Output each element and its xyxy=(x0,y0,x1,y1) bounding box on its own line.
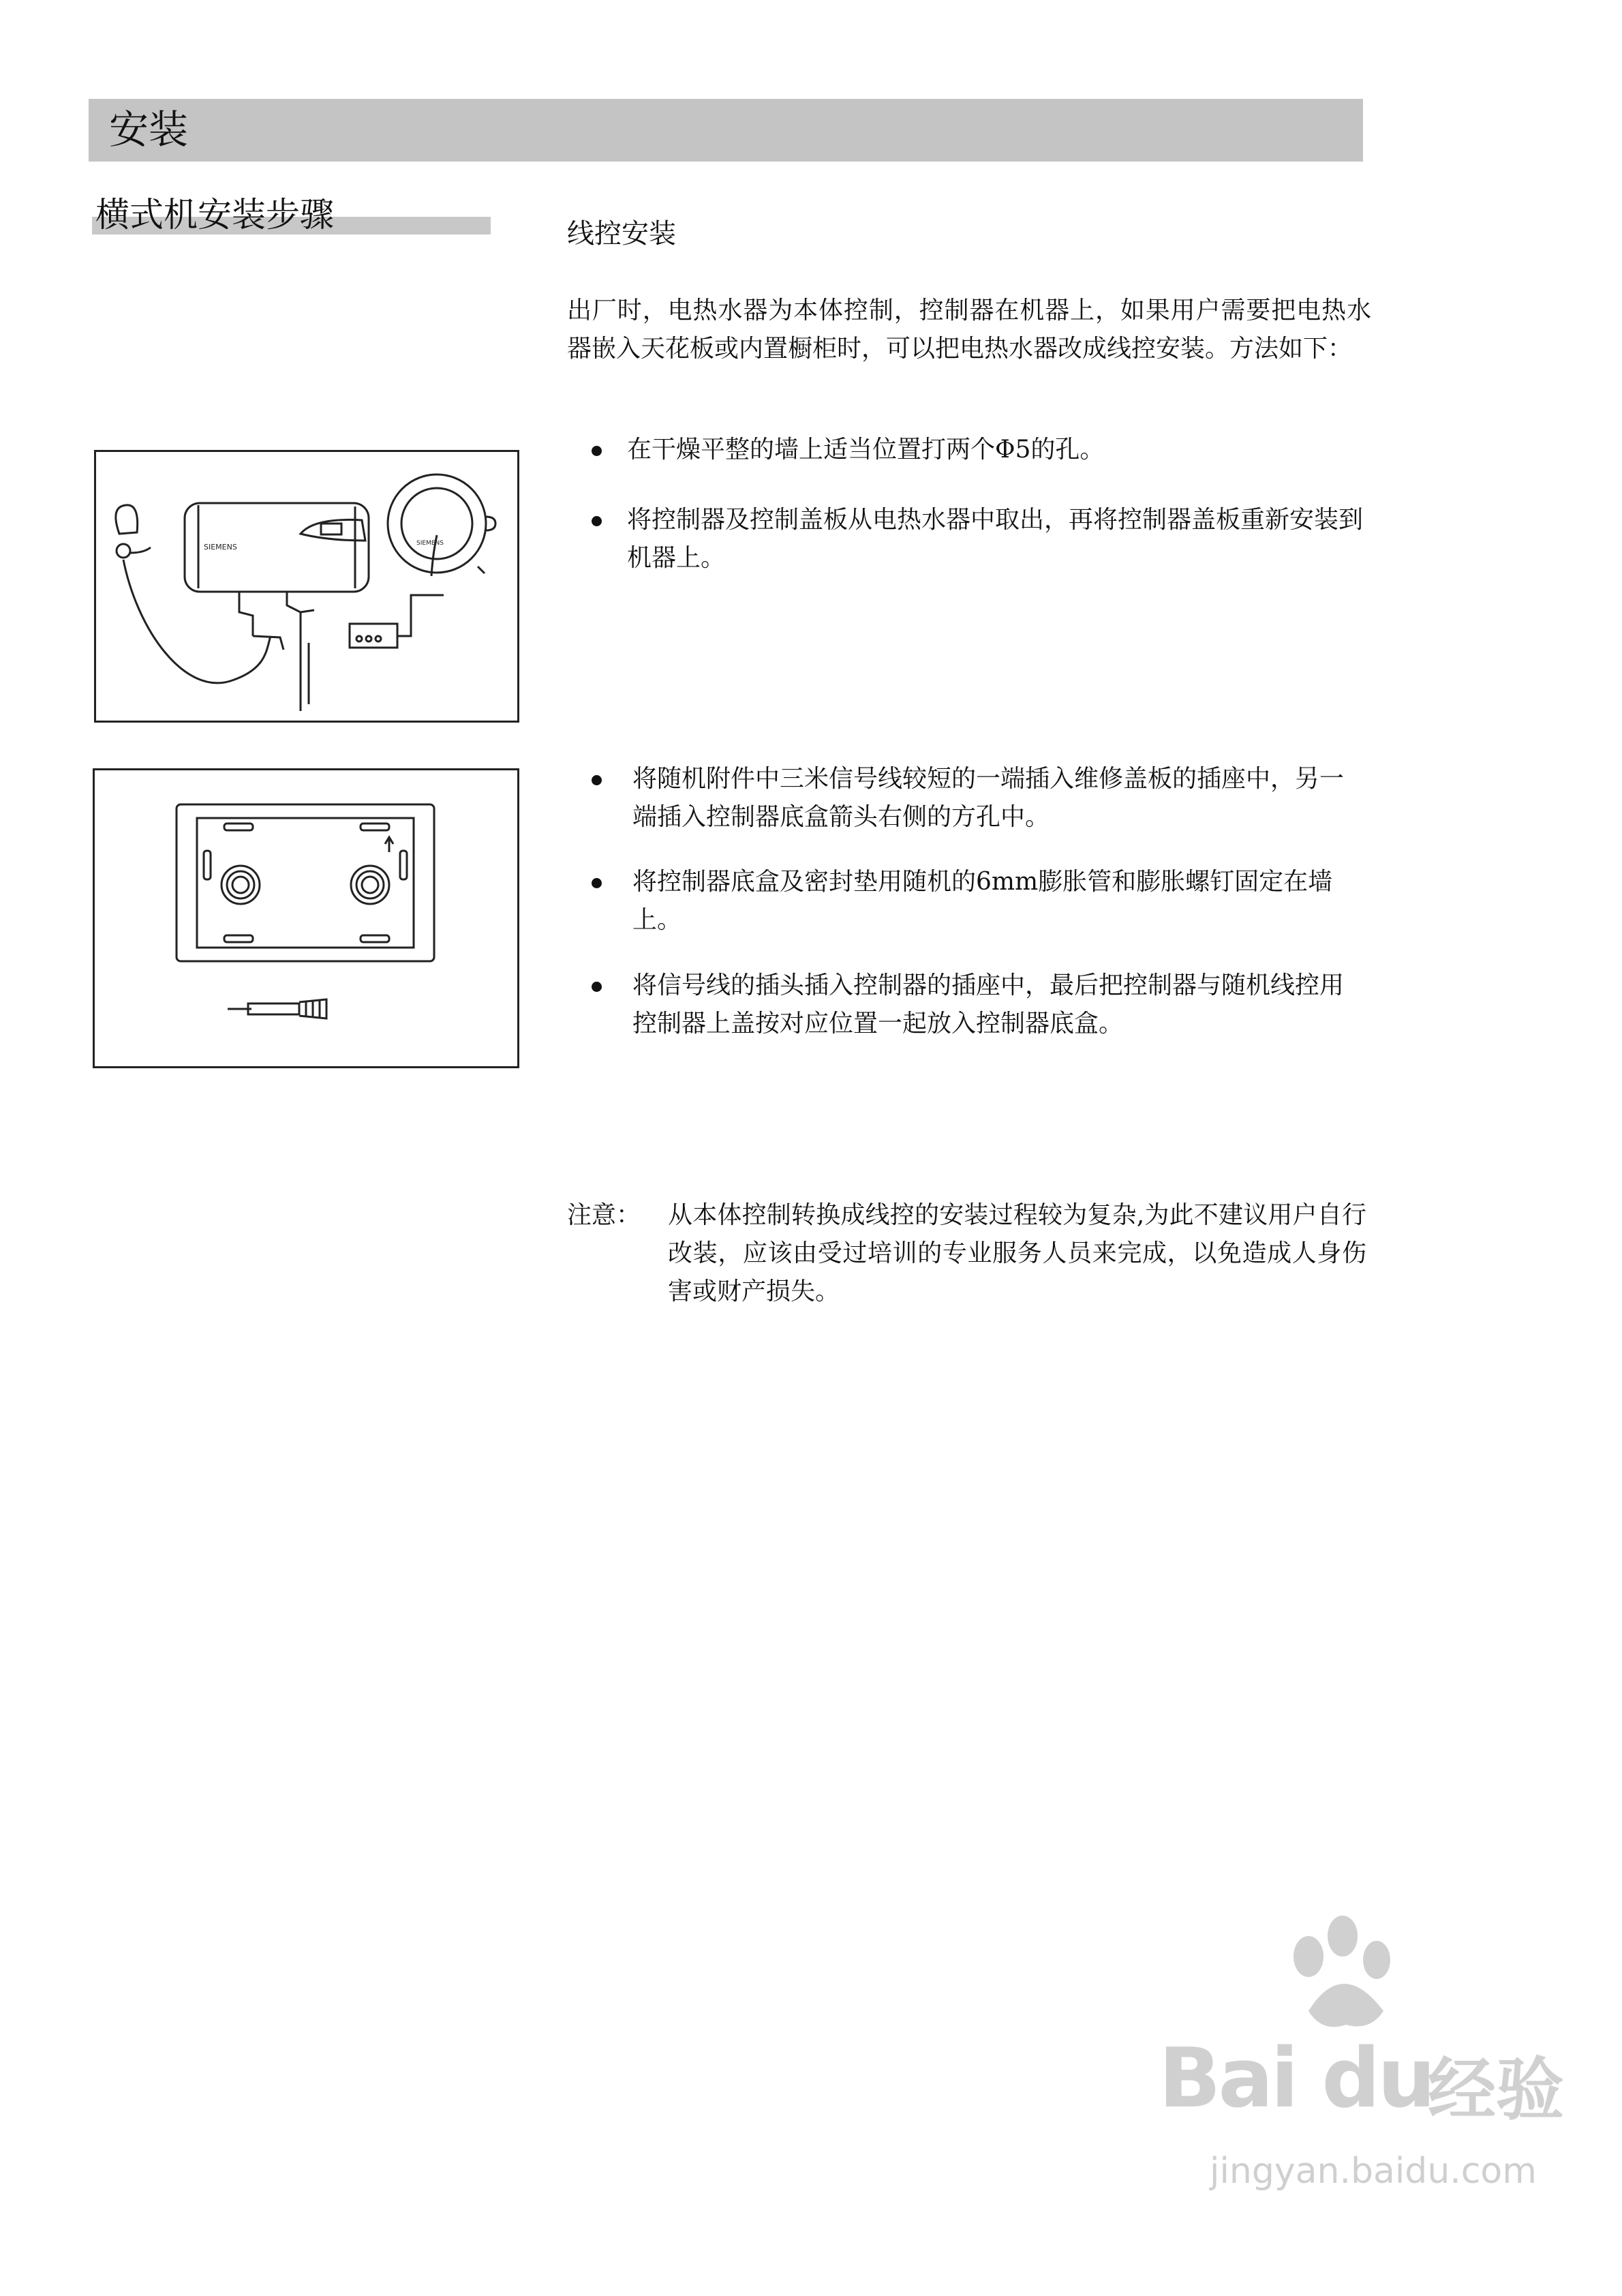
note-label: 注意： xyxy=(567,1201,641,1229)
shower-head-icon xyxy=(116,505,138,534)
watermark xyxy=(1159,1909,1567,2209)
list-item-text: 在干燥平整的墙上适当位置打两个Φ5的孔。 xyxy=(627,436,1105,464)
subsection-title: 横式机安装步骤 xyxy=(95,195,334,235)
list-item-text: 将控制器及控制盖板从电热水器中取出，再将控制器盖板重新安装到机器上。 xyxy=(627,506,1364,572)
bullet-icon xyxy=(592,878,602,888)
list-item-text: 将随机附件中三米信号线较短的一端插入维修盖板的插座中，另一端插入控制器底盒箭头右侧的方孔中。 xyxy=(632,765,1345,831)
arrow-up-icon xyxy=(385,837,393,852)
expansion-tube xyxy=(248,1003,299,1014)
base-plate-inner xyxy=(197,818,414,948)
paw-icon xyxy=(1268,1909,1404,2038)
water-heater-illustration xyxy=(94,450,519,723)
controller-base-drawing xyxy=(95,770,517,1066)
watermark-url: jingyan.baidu.com xyxy=(1210,2151,1537,2192)
watermark-logo-suffix: 经验 xyxy=(1428,2050,1564,2130)
remote-box xyxy=(350,624,397,648)
bullet-icon xyxy=(592,775,602,785)
brand-label-tank: SIEMENS xyxy=(204,543,237,552)
list-item-text: 将控制器底盒及密封垫用随机的6mm膨胀管和膨胀螺钉固定在墙上。 xyxy=(632,868,1333,934)
intro-paragraph: 出厂时，电热水器为本体控制，控制器在机器上，如果用户需要把电热水器嵌入天花板或内置橱柜时，可以把电热水器改成线控安装。方法如下： xyxy=(567,297,1371,363)
watermark-logo: Bai du xyxy=(1159,2031,1433,2126)
content-heading: 线控安装 xyxy=(567,218,676,250)
bullet-icon xyxy=(592,982,602,992)
section-title: 安装 xyxy=(109,106,189,153)
bullet-icon xyxy=(592,446,602,456)
note-text: 从本体控制转换成线控的安装过程较为复杂,为此不建议用户自行改装，应该由受过培训的专业服务人员来完成，以免造成人身伤害或财产损失。 xyxy=(668,1201,1366,1305)
controller-base-illustration xyxy=(93,768,519,1068)
bullet-icon xyxy=(592,516,602,526)
base-plate-outer xyxy=(177,804,434,961)
brand-label-dial: SIEMENS xyxy=(416,540,444,547)
water-heater-drawing xyxy=(96,452,517,721)
section-header-bar xyxy=(89,99,1363,162)
controller-dial xyxy=(388,474,486,573)
hose xyxy=(123,560,271,683)
list-item-text: 将信号线的插头插入控制器的插座中，最后把控制器与随机线控用控制器上盖按对应位置一起放入控制器底盒。 xyxy=(632,971,1345,1038)
